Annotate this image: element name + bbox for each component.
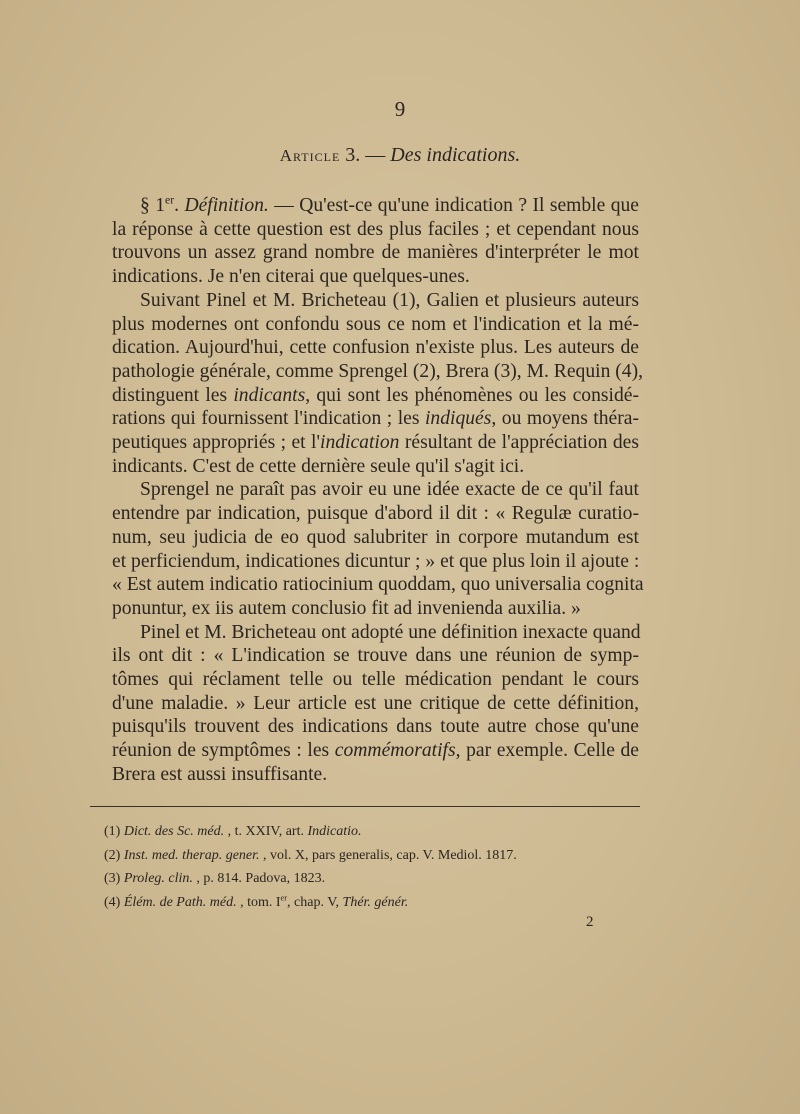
text-run: — Qu'est-ce qu'une indication ? Il semble que	[268, 195, 640, 216]
text-line	[112, 621, 639, 645]
text-line	[112, 502, 639, 526]
text-run: , t. XXIV, art.	[224, 824, 308, 839]
text-run: ponuntur, ex iis autem conclusio fit ad invenienda auxilia. »	[112, 597, 581, 619]
text-run: d'une maladie. » Leur article est une critique de cette définition,	[112, 692, 639, 714]
text-run: § 1	[140, 195, 165, 216]
article-number: 3. —	[345, 144, 386, 166]
text-run: Inst. med. therap. gener.	[123, 847, 260, 863]
footnote-divider	[90, 806, 640, 807]
paragraph	[112, 478, 644, 620]
text-line	[112, 313, 639, 337]
text-line	[112, 715, 639, 739]
paragraph	[112, 194, 639, 289]
text-run: er	[165, 193, 175, 207]
article-heading	[0, 144, 800, 167]
text-run: , p. 814. Padova, 1823.	[192, 871, 326, 886]
text-run: peutiques appropriés ; et l'	[112, 432, 320, 454]
text-run: Sprengel ne paraît pas avoir eu une idée exacte de ce qu'il faut	[140, 479, 639, 501]
text-line	[112, 597, 639, 621]
text-run: (2)	[104, 847, 124, 863]
text-line	[112, 739, 639, 763]
text-run: Dict. des Sc. méd.	[123, 824, 225, 839]
text-line	[112, 218, 639, 242]
text-run: er	[280, 892, 288, 902]
text-line	[112, 692, 639, 716]
text-line	[112, 455, 639, 479]
text-run: plus modernes ont confondu sous ce nom et l'indication et la mé-	[112, 313, 639, 335]
text-run: num, seu judicia de eo quod salubriter in corpore mutandum est	[112, 526, 639, 548]
text-line	[112, 384, 639, 408]
text-line	[112, 668, 639, 692]
text-run: , par exemple. Celle de	[455, 740, 640, 762]
text-run: , chap. V,	[287, 894, 343, 910]
text-run: la réponse à cette question est des plus faciles ; et cependant nous	[112, 218, 639, 240]
text-run: indications. Je n'en citerai que quelques-unes.	[112, 266, 470, 288]
footnote	[104, 844, 644, 868]
text-run: , tom. I	[236, 894, 281, 910]
text-run: Brera est aussi insuffisante.	[112, 763, 328, 785]
text-line	[112, 478, 639, 502]
text-line	[112, 241, 639, 265]
text-run: Pinel et M. Bricheteau ont adopté une définition inexacte quand	[140, 621, 641, 643]
text-run: pathologie générale, comme Sprengel (2), Brera (3), M. Requin (4),	[112, 360, 644, 382]
text-line	[112, 526, 639, 550]
footnote	[104, 867, 644, 891]
text-run: , qui sont les phénomènes ou les considé-	[305, 384, 639, 406]
text-run: (4)	[104, 894, 124, 910]
text-run: dication. Aujourd'hui, cette confusion n'existe plus. Les auteurs de	[112, 337, 639, 359]
article-title: Des indications.	[390, 144, 521, 166]
footnote	[104, 891, 644, 915]
text-line	[112, 763, 639, 787]
text-run: Proleg. clin.	[123, 871, 193, 886]
text-line	[112, 644, 639, 668]
text-run: ils ont dit : « L'indication se trouve dans une réunion de symp-	[112, 645, 639, 667]
page-number: 9	[394, 97, 406, 121]
text-run: indicants	[233, 384, 306, 406]
text-run: indicants. C'est de cette dernière seule qu'il s'agit ici.	[112, 455, 525, 477]
text-run: (1)	[104, 824, 124, 839]
text-run: Élém. de Path. méd.	[123, 894, 237, 910]
paragraph	[112, 289, 644, 479]
text-run: puisqu'ils trouvent des indications dans toute autre chose qu'une	[112, 716, 639, 738]
text-run: Thér. génér.	[342, 894, 409, 910]
text-run: , ou moyens théra-	[491, 408, 639, 430]
text-line	[112, 289, 639, 313]
text-line	[112, 550, 639, 574]
text-line	[112, 265, 639, 289]
text-run: « Est autem indicatio ratiocinium quoddam, quo universalia cognita	[112, 574, 644, 596]
body-text	[112, 193, 644, 787]
text-line	[112, 360, 644, 384]
signature-mark: 2	[586, 914, 594, 930]
text-run: distinguent les	[112, 384, 234, 406]
text-run: Définition.	[184, 195, 269, 216]
text-run: .	[174, 195, 185, 216]
text-run: entendre par indication, puisque d'abord il dit : « Regulæ curatio-	[112, 503, 639, 525]
text-run: tômes qui réclament telle ou telle médication pendant le cours	[112, 669, 639, 691]
footnotes	[104, 820, 644, 914]
footnote	[104, 820, 644, 844]
text-line	[112, 407, 639, 431]
text-run: trouvons un assez grand nombre de manières d'interpréter le mot	[112, 242, 639, 264]
text-run: réunion de symptômes : les	[112, 740, 335, 762]
text-run: et perficiendum, indicationes dicuntur ; » et que plus loin il ajoute :	[112, 550, 640, 572]
text-run: résultant de l'appréciation des	[399, 432, 639, 454]
paragraph	[112, 621, 639, 787]
text-run: Indicatio.	[307, 824, 362, 839]
text-line	[112, 431, 639, 455]
text-run: , vol. X, pars generalis, cap. V. Mediol. 1817.	[259, 847, 517, 863]
text-run: commémoratifs	[334, 740, 456, 762]
text-line	[112, 573, 644, 597]
article-label: Article	[279, 146, 341, 165]
text-run: (3)	[104, 871, 124, 886]
text-run: indiqués	[424, 408, 492, 430]
text-line	[112, 336, 639, 360]
text-run: rations qui fournissent l'indication ; les	[112, 408, 425, 430]
text-run: Suivant Pinel et M. Bricheteau (1), Galien et plusieurs auteurs	[140, 289, 639, 311]
text-run: indication	[320, 432, 400, 454]
text-line	[112, 194, 639, 218]
